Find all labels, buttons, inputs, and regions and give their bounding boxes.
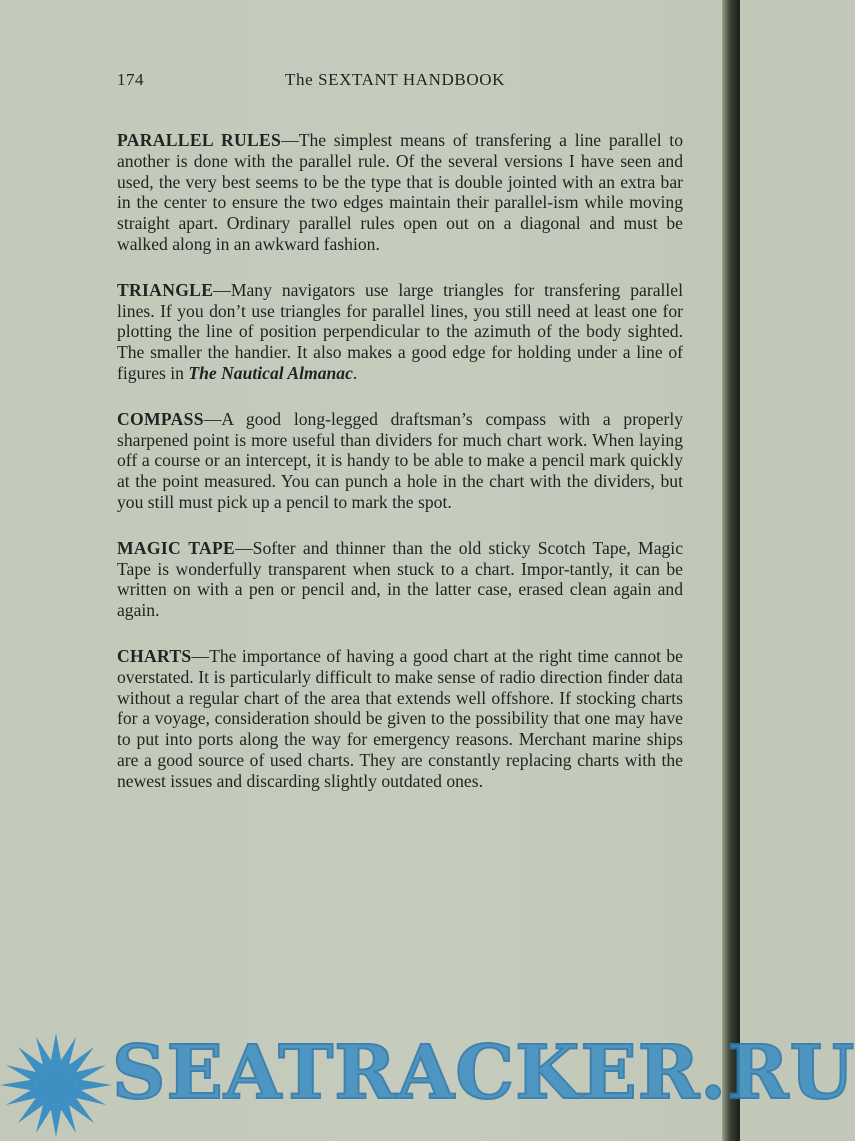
- entry-text: —The importance of having a good chart at the right time cannot be overstated. It is particularly difficult to make sense of radio direction finder data without a regular chart of the area that extends well offshore. If stocking charts for a voyage, consideration should be given to the possibility that one may have to put into ports along the way for emergency reasons. Merchant marine ships are a good source of used charts. They are constantly replacing charts with the newest issues and discarding slightly outdated ones.: [117, 645, 683, 791]
- page-number: 174: [117, 70, 144, 89]
- entry-text: —A good long-legged draftsman’s compass with a properly sharpened point is more useful than dividers for much chart work. When laying off a course or an intercept, it is handy to be able to make a pencil mark quickly at the point measured. You can punch a hole in the chart with the dividers, but you still must pick up a pencil to mark the spot.: [117, 408, 683, 512]
- entry-compass: [117, 409, 683, 513]
- running-head: [117, 70, 692, 94]
- entry-tail: .: [352, 362, 358, 383]
- entry-term: TRIANGLE: [117, 279, 214, 300]
- page-content: [117, 130, 683, 817]
- sunburst-icon: [0, 1033, 112, 1137]
- book-spine-edge: [722, 0, 740, 1141]
- entry-term: CHARTS: [117, 645, 192, 666]
- entry-term: PARALLEL RULES: [117, 130, 282, 150]
- entry-text: —The simplest means of transfering a line parallel to another is done with the parallel rule. Of the several versions I have seen and used, the very best seems to be the type that is double jointed with an extra bar in the center to ensure the two edges maintain their parallel-ism while moving straight apart. Ordinary parallel rules open out on a diagonal and must be walked along in an awkward fashion.: [117, 130, 683, 254]
- entry-charts: [117, 646, 683, 792]
- entry-term: MAGIC TAPE: [117, 537, 236, 558]
- entry-triangle: [117, 280, 683, 384]
- entry-text: —Many navigators use large triangles for transfering parallel lines. If you don’t use triangles for parallel lines, you still need at least one for plotting the line of position perpendicular to the azimuth of the body sighted. The smaller the handier. It also makes a good edge for holding under a line of figures in: [117, 279, 683, 383]
- book-title: The SEXTANT HANDBOOK: [285, 70, 505, 89]
- entry-parallel-rules: [117, 130, 683, 255]
- watermark-text: SEATRACKER.RU: [112, 1030, 855, 1116]
- book-reference: The Nautical Almanac: [188, 362, 353, 383]
- entry-term: COMPASS: [117, 408, 204, 429]
- entry-text: —Softer and thinner than the old sticky Scotch Tape, Magic Tape is wonderfully transparent when stuck to a chart. Impor-tantly, it can be written on with a pen or pencil and, in the latter case, erased clean again and again.: [117, 537, 683, 621]
- entry-magic-tape: [117, 538, 683, 621]
